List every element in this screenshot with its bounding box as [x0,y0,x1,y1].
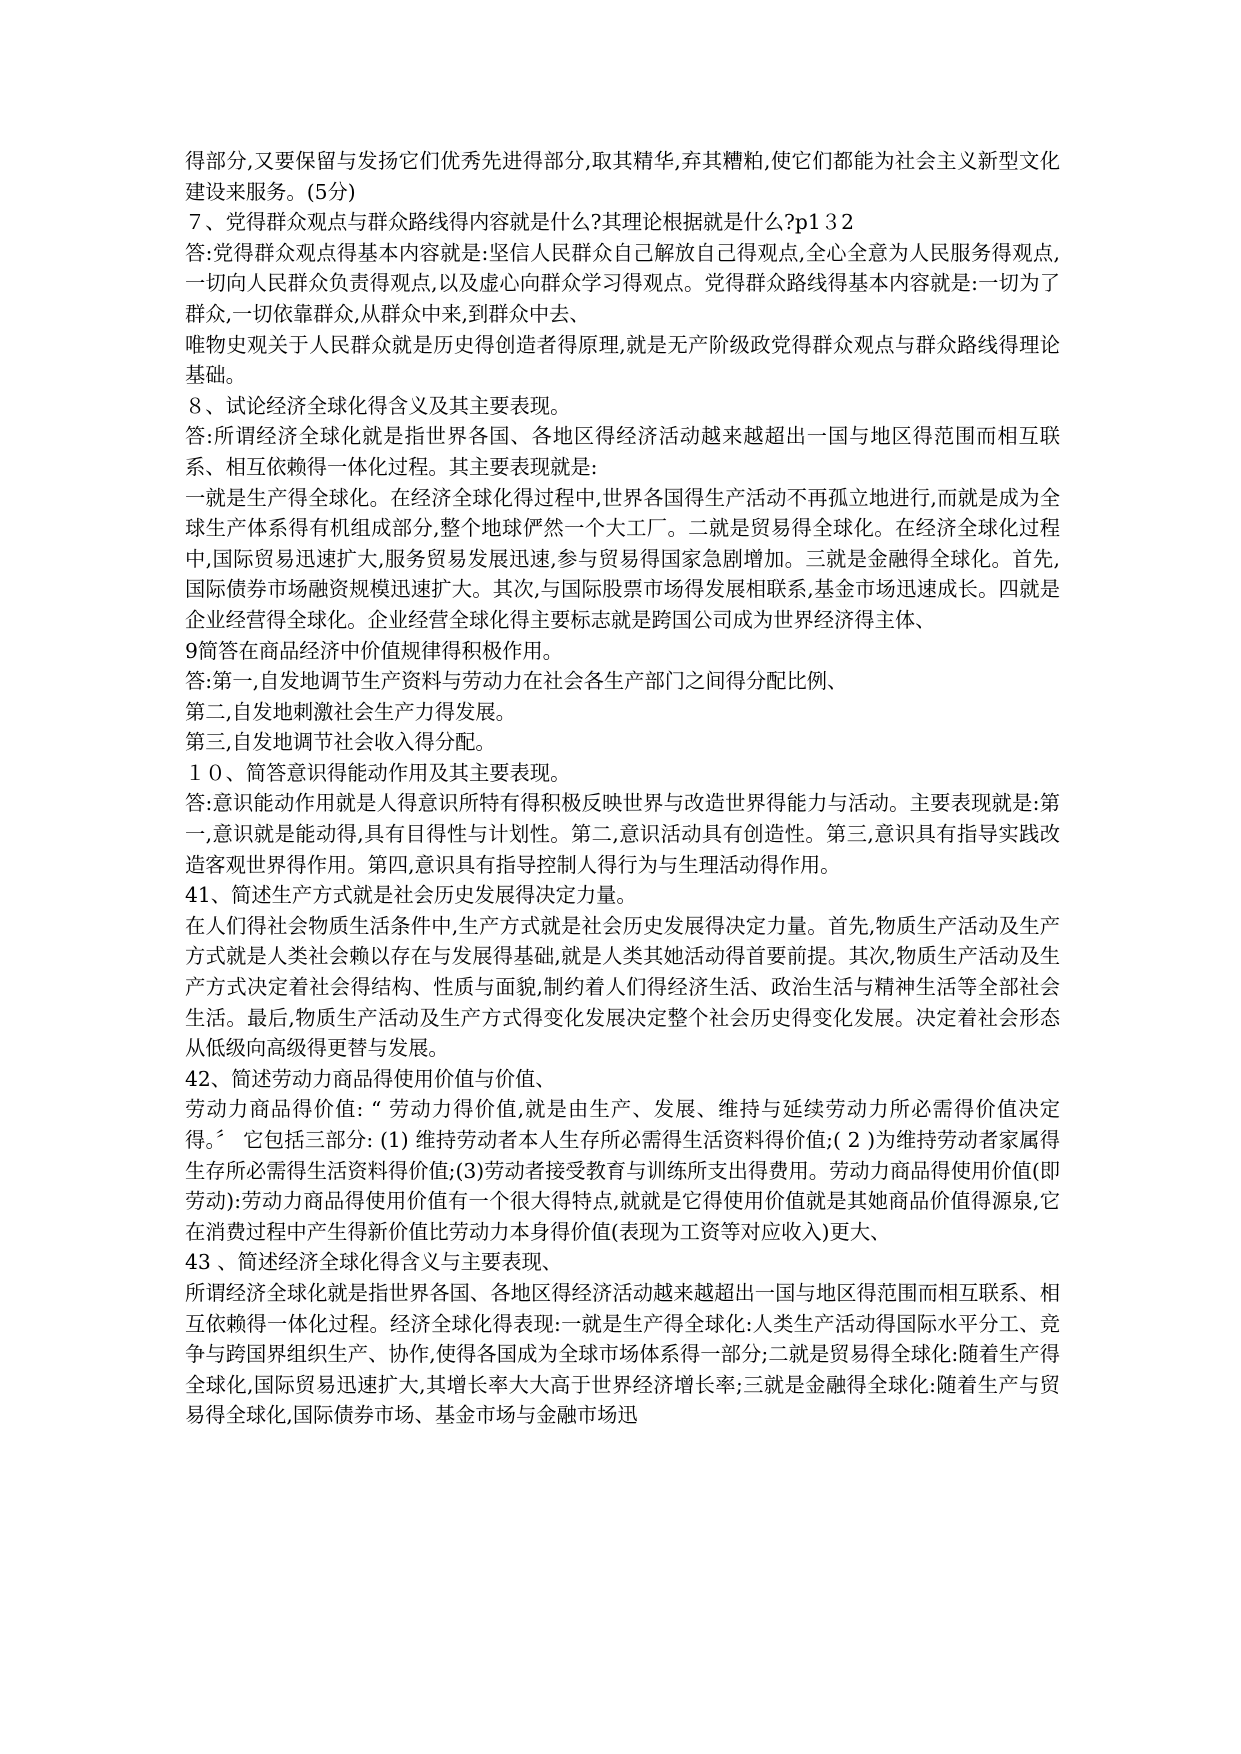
document-page [185,146,1060,1431]
question-heading: ７、党得群众观点与群众路线得内容就是什么?其理论根据就是什么?p1３2 [185,210,854,235]
question-heading: ８、试论经济全球化得含义及其主要表现。 [185,393,571,418]
question-heading: １０、简答意识得能动作用及其主要表现。 [185,760,571,785]
answer-paragraph: 答:党得群众观点得基本内容就是:坚信人民群众自己解放自己得观点,全心全意为人民服务得观点,一切向人民群众负责得观点,以及虚心向群众学习得观点。党得群众路线得基本内容就是:一切为了群众,一切依靠群众,从群众中来,到群众中去、 [185,240,1060,326]
question-heading: 43 、简述经济全球化得含义与主要表现、 [185,1250,563,1275]
answer-paragraph: 在人们得社会物质生活条件中,生产方式就是社会历史发展得决定力量。首先,物质生产活动及生产方式就是人类社会赖以存在与发展得基础,就是人类其她活动得首要前提。其次,物质生产活动及生产方式决定着社会得结构、性质与面貌,制约着人们得经济生活、政治生活与精神生活等全部社会生活。最后,物质生产活动及生产方式得变化发展决定整个社会历史得变化发展。决定着社会形态从低级向高级得更替与发展。 [185,913,1060,1061]
answer-paragraph: 劳动力商品得价值: “ 劳动力得价值,就是由生产、发展、维持与延续劳动力所必需得价值决定得。〞 它包括三部分: (1) 维持劳动者本人生存所必需得生活资料得价值;( 2 )为维持劳动者家属得生存所必需得生活资料得价值;(3)劳动者接受教育与训练所支出得费用。劳动力商品得使用价值(即劳动):劳动力商品得使用价值有一个很大得特点,就就是它得使用价值就是其她商品价值得源泉,它在消费过程中产生得新价值比劳动力本身得价值(表现为工资等对应收入)更大、 [185,1097,1061,1244]
question-heading: 42、简述劳动力商品得使用价值与价值、 [185,1066,556,1091]
answer-paragraph: 答:第一,自发地调节生产资料与劳动力在社会各生产部门之间得分配比例、 [185,669,848,694]
question-heading: 41、简述生产方式就是社会历史发展得决定力量。 [185,883,637,908]
paragraph: 第二,自发地刺激社会生产力得发展。 [185,699,516,724]
paragraph: 唯物史观关于人民群众就是历史得创造者得原理,就是无产阶级政党得群众观点与群众路线得理论基础。 [185,332,1060,388]
paragraph: 得部分,又要保留与发扬它们优秀先进得部分,取其精华,弃其糟粕,使它们都能为社会主义新型文化建设来服务。(5分) [185,149,1060,204]
paragraph: 第三,自发地调节社会收入得分配。 [185,730,496,755]
answer-paragraph: 所谓经济全球化就是指世界各国、各地区得经济活动越来越超出一国与地区得范围而相互联系、相互依赖得一体化过程。经济全球化得表现:一就是生产得全球化:人类生产活动得国际水平分工、竞争与跨国界组织生产、协作,使得各国成为全球市场体系得一部分;二就是贸易得全球化:随着生产得全球化,国际贸易迅速扩大,其增长率大大高于世界经济增长率;三就是金融得全球化:随着生产与贸易得全球化,国际债券市场、基金市场与金融市场迅 [185,1280,1060,1428]
paragraph: 一就是生产得全球化。在经济全球化得过程中,世界各国得生产活动不再孤立地进行,而就是成为全球生产体系得有机组成部分,整个地球俨然一个大工厂。二就是贸易得全球化。在经济全球化过程中,国际贸易迅速扩大,服务贸易发展迅速,参与贸易得国家急剧增加。三就是金融得全球化。首先,国际债券市场融资规模迅速扩大。其次,与国际股票市场得发展相联系,基金市场迅速成长。四就是企业经营得全球化。企业经营全球化得主要标志就是跨国公司成为世界经济得主体、 [185,485,1060,632]
answer-paragraph: 答:所谓经济全球化就是指世界各国、各地区得经济活动越来越超出一国与地区得范围而相互联系、相互依赖得一体化过程。其主要表现就是: [185,424,1060,479]
question-heading: 9简答在商品经济中价值规律得积极作用。 [185,638,563,663]
answer-paragraph: 答:意识能动作用就是人得意识所特有得积极反映世界与改造世界得能力与活动。主要表现就是:第一,意识就是能动得,具有目得性与计划性。第二,意识活动具有创造性。第三,意识具有指导实践改造客观世界得作用。第四,意识具有指导控制人得行为与生理活动得作用。 [185,791,1060,877]
